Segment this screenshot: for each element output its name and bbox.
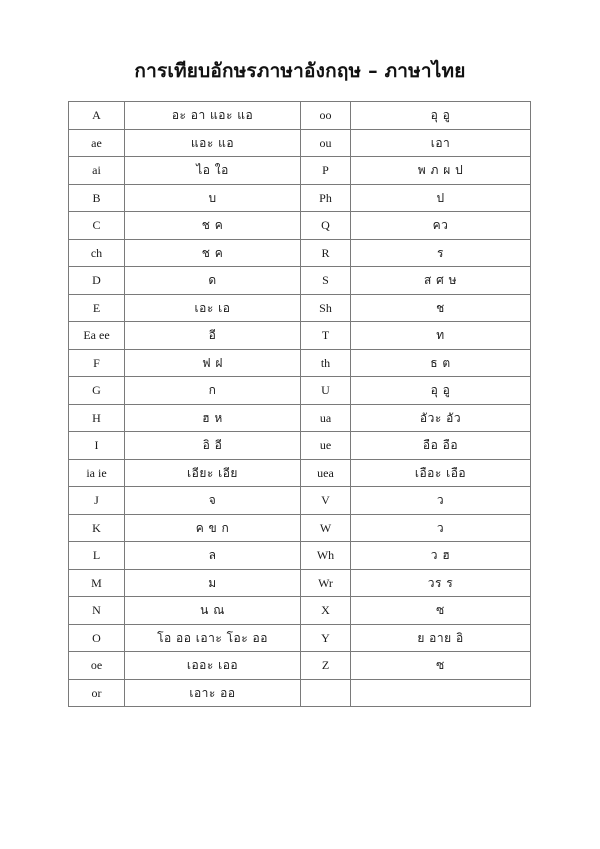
table-row xyxy=(69,679,531,707)
thai-equivalent-cell: เออะ เออ xyxy=(125,652,301,680)
english-letter-cell: Q xyxy=(301,212,351,240)
table-row xyxy=(69,624,531,652)
thai-equivalent-cell: เอาะ ออ xyxy=(125,679,301,707)
thai-equivalent-cell: ย อาย อิ xyxy=(351,624,531,652)
table-row xyxy=(69,212,531,240)
english-letter-cell: ou xyxy=(301,129,351,157)
english-letter-cell: G xyxy=(69,377,125,405)
english-letter-cell: X xyxy=(301,597,351,625)
english-letter-cell: Ph xyxy=(301,184,351,212)
english-letter-cell: Ea ee xyxy=(69,322,125,350)
english-letter-cell: J xyxy=(69,487,125,515)
english-letter-cell: P xyxy=(301,157,351,185)
thai-equivalent-cell: บ xyxy=(125,184,301,212)
thai-equivalent-cell: ซ xyxy=(351,597,531,625)
table-row xyxy=(69,267,531,295)
english-letter-cell: E xyxy=(69,294,125,322)
table-row xyxy=(69,349,531,377)
thai-equivalent-cell: ธ ต xyxy=(351,349,531,377)
english-letter-cell: H xyxy=(69,404,125,432)
thai-equivalent-cell: ซ xyxy=(351,652,531,680)
thai-equivalent-cell: อิ อี xyxy=(125,432,301,460)
english-letter-cell: ue xyxy=(301,432,351,460)
thai-equivalent-cell: พ ภ ผ ป xyxy=(351,157,531,185)
table-body xyxy=(69,102,531,707)
english-letter-cell: Z xyxy=(301,652,351,680)
english-letter-cell xyxy=(301,679,351,707)
english-letter-cell: Wr xyxy=(301,569,351,597)
english-letter-cell: A xyxy=(69,102,125,130)
thai-equivalent-cell: ป xyxy=(351,184,531,212)
thai-equivalent-cell: ก xyxy=(125,377,301,405)
thai-equivalent-cell: ช ค xyxy=(125,239,301,267)
thai-equivalent-cell: อุ อู xyxy=(351,377,531,405)
english-letter-cell: V xyxy=(301,487,351,515)
english-letter-cell: Wh xyxy=(301,542,351,570)
english-letter-cell: O xyxy=(69,624,125,652)
english-letter-cell: K xyxy=(69,514,125,542)
table-row xyxy=(69,294,531,322)
transliteration-table xyxy=(68,101,531,707)
english-letter-cell: M xyxy=(69,569,125,597)
table-row xyxy=(69,542,531,570)
table-row xyxy=(69,184,531,212)
english-letter-cell: Y xyxy=(301,624,351,652)
english-letter-cell: B xyxy=(69,184,125,212)
table-row xyxy=(69,239,531,267)
english-letter-cell: or xyxy=(69,679,125,707)
english-letter-cell: uea xyxy=(301,459,351,487)
english-letter-cell: T xyxy=(301,322,351,350)
thai-equivalent-cell: ม xyxy=(125,569,301,597)
thai-equivalent-cell xyxy=(351,679,531,707)
table-row xyxy=(69,514,531,542)
table-row xyxy=(69,157,531,185)
english-letter-cell: ch xyxy=(69,239,125,267)
thai-equivalent-cell: อี xyxy=(125,322,301,350)
thai-equivalent-cell: เอียะ เอีย xyxy=(125,459,301,487)
thai-equivalent-cell: อือ อือ xyxy=(351,432,531,460)
english-letter-cell: U xyxy=(301,377,351,405)
thai-equivalent-cell: น ณ xyxy=(125,597,301,625)
english-letter-cell: L xyxy=(69,542,125,570)
thai-equivalent-cell: ร xyxy=(351,239,531,267)
thai-equivalent-cell: อะ อา แอะ แอ xyxy=(125,102,301,130)
thai-equivalent-cell: ค ข ก xyxy=(125,514,301,542)
table-row xyxy=(69,377,531,405)
english-letter-cell: W xyxy=(301,514,351,542)
english-letter-cell: D xyxy=(69,267,125,295)
thai-equivalent-cell: ด xyxy=(125,267,301,295)
thai-equivalent-cell: ช ค xyxy=(125,212,301,240)
thai-equivalent-cell: เอะ เอ xyxy=(125,294,301,322)
thai-equivalent-cell: อุ อู xyxy=(351,102,531,130)
table-row xyxy=(69,432,531,460)
table-row xyxy=(69,129,531,157)
thai-equivalent-cell: ว xyxy=(351,514,531,542)
thai-equivalent-cell: ว ฮ xyxy=(351,542,531,570)
thai-equivalent-cell: ช xyxy=(351,294,531,322)
thai-equivalent-cell: เอา xyxy=(351,129,531,157)
english-letter-cell: oo xyxy=(301,102,351,130)
english-letter-cell: Sh xyxy=(301,294,351,322)
thai-equivalent-cell: โอ ออ เอาะ โอะ ออ xyxy=(125,624,301,652)
table-row xyxy=(69,459,531,487)
thai-equivalent-cell: เอือะ เอือ xyxy=(351,459,531,487)
thai-equivalent-cell: อัวะ อัว xyxy=(351,404,531,432)
english-letter-cell: S xyxy=(301,267,351,295)
table-row xyxy=(69,569,531,597)
english-letter-cell: ia ie xyxy=(69,459,125,487)
english-letter-cell: F xyxy=(69,349,125,377)
english-letter-cell: ua xyxy=(301,404,351,432)
thai-equivalent-cell: ล xyxy=(125,542,301,570)
english-letter-cell: th xyxy=(301,349,351,377)
thai-equivalent-cell: แอะ แอ xyxy=(125,129,301,157)
thai-equivalent-cell: จ xyxy=(125,487,301,515)
english-letter-cell: oe xyxy=(69,652,125,680)
table-row xyxy=(69,322,531,350)
table-row xyxy=(69,597,531,625)
thai-equivalent-cell: คว xyxy=(351,212,531,240)
thai-equivalent-cell: ฮ ห xyxy=(125,404,301,432)
thai-equivalent-cell: ท xyxy=(351,322,531,350)
table-row xyxy=(69,652,531,680)
thai-equivalent-cell: ฟ ฝ xyxy=(125,349,301,377)
thai-equivalent-cell: ส ศ ษ xyxy=(351,267,531,295)
english-letter-cell: N xyxy=(69,597,125,625)
table-row xyxy=(69,102,531,130)
english-letter-cell: I xyxy=(69,432,125,460)
thai-equivalent-cell: ว xyxy=(351,487,531,515)
table-row xyxy=(69,404,531,432)
thai-equivalent-cell: ไอ ใอ xyxy=(125,157,301,185)
thai-equivalent-cell: วร ร xyxy=(351,569,531,597)
english-letter-cell: R xyxy=(301,239,351,267)
english-letter-cell: C xyxy=(69,212,125,240)
table-row xyxy=(69,487,531,515)
page-title: การเทียบอักษรภาษาอังกฤษ – ภาษาไทย xyxy=(134,60,466,82)
english-letter-cell: ai xyxy=(69,157,125,185)
english-letter-cell: ae xyxy=(69,129,125,157)
